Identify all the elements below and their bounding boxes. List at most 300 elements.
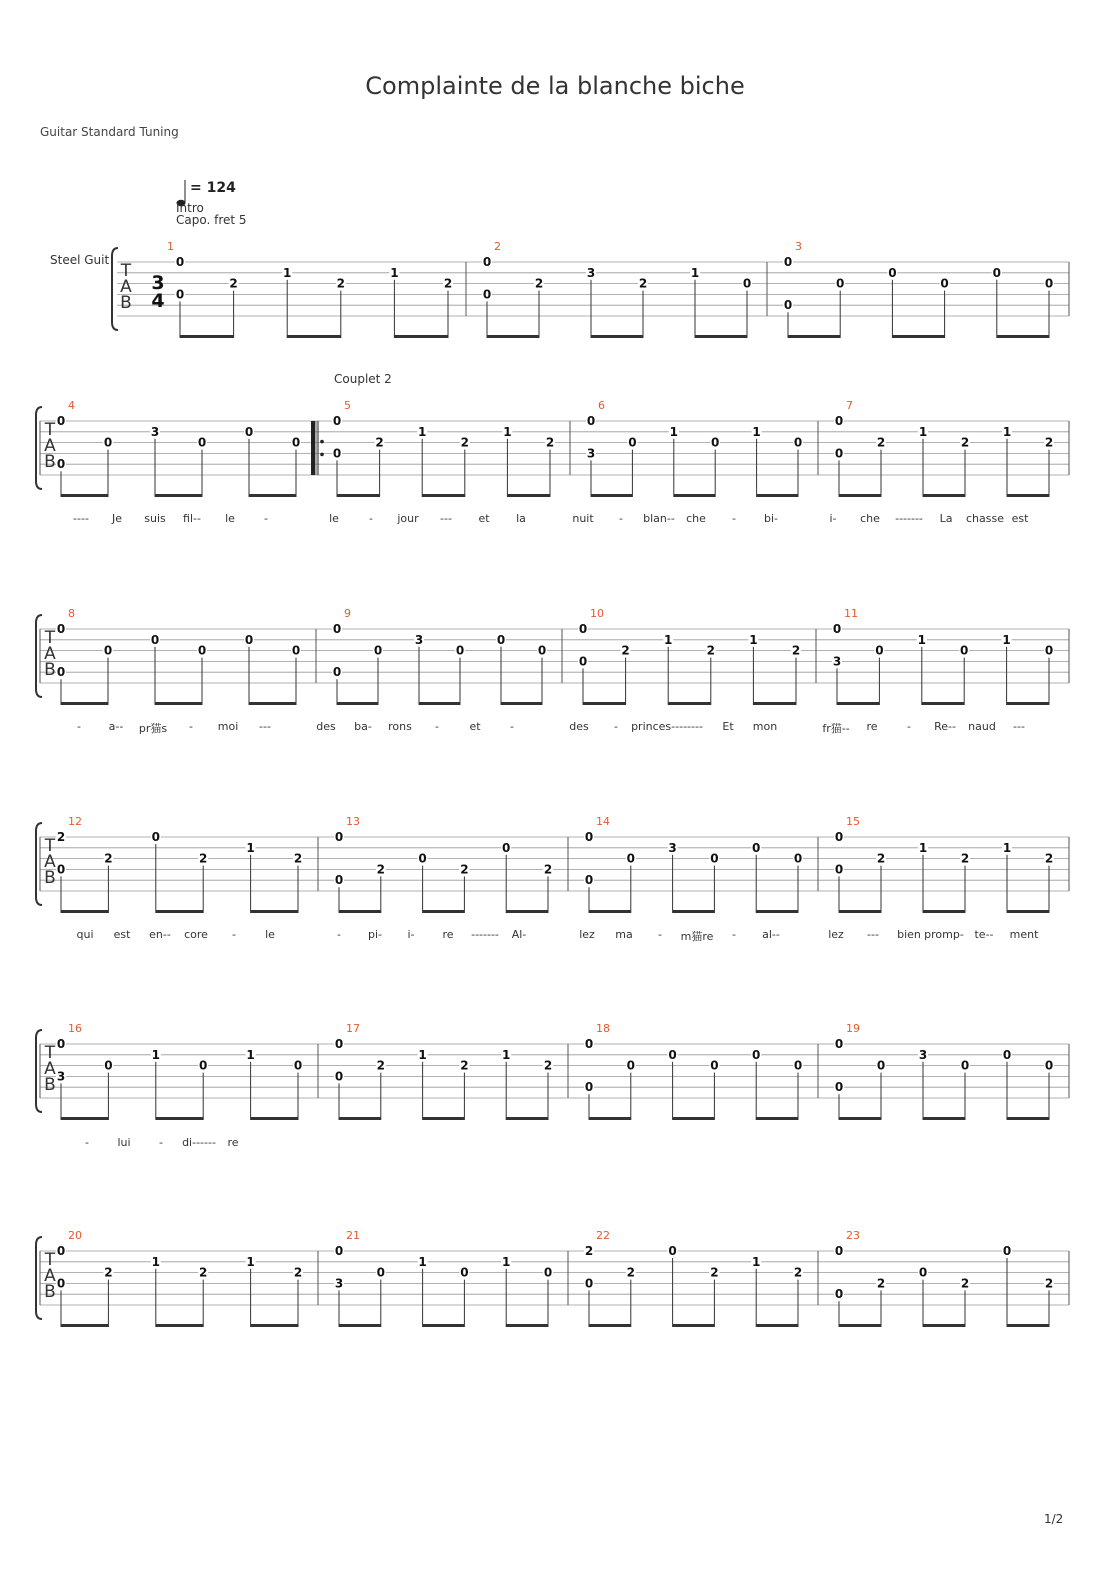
- lyric-syllable: le: [329, 512, 339, 525]
- fret-number: 2: [545, 435, 555, 450]
- beam: [287, 335, 341, 338]
- lyric-syllable: re: [227, 1136, 239, 1149]
- lyric-syllable: lui: [117, 1136, 131, 1149]
- lyric-syllable: -------: [895, 512, 923, 525]
- lyric-syllable: suis: [144, 512, 166, 525]
- beam: [506, 1117, 548, 1120]
- beam: [589, 1117, 631, 1120]
- fret-number: 2: [336, 276, 345, 291]
- lyric-syllable: lez: [828, 928, 844, 941]
- lyric-syllable: est: [1011, 512, 1029, 525]
- measure-number: 20: [68, 1229, 82, 1242]
- fret-number: 2: [56, 830, 66, 844]
- lyric-syllable: -: [732, 928, 736, 941]
- fret-number: 0: [334, 830, 344, 844]
- lyric-syllable: i-: [829, 512, 837, 525]
- fret-number: 2: [460, 862, 469, 877]
- lyric-syllable: -: [658, 928, 662, 941]
- beam: [839, 1117, 881, 1120]
- fret-number: 1: [502, 1254, 511, 1269]
- fret-number: 0: [244, 632, 254, 647]
- lyric-syllable: ment: [1009, 928, 1039, 941]
- lyric-syllable: bien: [897, 928, 921, 941]
- fret-number: 0: [752, 840, 761, 855]
- fret-number: 2: [104, 851, 113, 866]
- fret-number: 0: [103, 435, 113, 450]
- fret-number: 0: [793, 851, 803, 866]
- lyric-syllable: princes--------: [631, 720, 703, 733]
- fret-number: 0: [834, 1244, 844, 1258]
- fret-number: 0: [56, 457, 66, 472]
- fret-number: 3: [334, 1276, 344, 1291]
- lyric-syllable: le: [225, 512, 235, 525]
- fret-number: 2: [375, 435, 384, 450]
- beam: [591, 494, 632, 497]
- fret-number: 1: [390, 265, 399, 280]
- fret-number: 0: [876, 1058, 886, 1073]
- fret-number: 2: [293, 851, 303, 866]
- fret-number: 1: [418, 1047, 427, 1062]
- beam: [251, 910, 298, 913]
- fret-number: 1: [246, 1254, 255, 1269]
- lyric-syllable: ---: [1013, 720, 1025, 733]
- fret-number: 0: [332, 446, 342, 461]
- fret-number: 0: [197, 643, 207, 658]
- measure-number: 8: [68, 607, 75, 620]
- tab-clef-letter: A: [120, 277, 132, 297]
- lyric-syllable: bi-: [763, 512, 779, 525]
- fret-number: 1: [749, 632, 758, 647]
- lyric-syllable: le: [265, 928, 275, 941]
- beam: [1007, 1324, 1049, 1327]
- lyric-syllable: ---: [867, 928, 879, 941]
- beam: [839, 1324, 881, 1327]
- fret-number: 0: [56, 622, 66, 636]
- fret-number: 0: [1044, 643, 1054, 658]
- fret-number: 0: [150, 632, 160, 647]
- beam: [756, 1117, 798, 1120]
- lyric-syllable: ma: [615, 928, 633, 941]
- beam: [591, 335, 643, 338]
- tab-clef-letter: B: [44, 1075, 56, 1095]
- fret-number: 3: [918, 1047, 928, 1062]
- tab-clef-letter: T: [44, 836, 56, 856]
- fret-number: 0: [334, 1037, 344, 1051]
- fret-number: 2: [293, 1265, 303, 1280]
- fret-number: 1: [283, 265, 292, 280]
- fret-number: 0: [332, 622, 342, 636]
- lyric-syllable: -: [510, 720, 514, 733]
- beam: [673, 1324, 715, 1327]
- fret-number: 2: [1044, 435, 1054, 450]
- fret-number: 0: [834, 1080, 844, 1095]
- beam: [155, 702, 202, 705]
- tab-clef-letter: A: [44, 644, 56, 664]
- fret-number: 0: [334, 873, 344, 888]
- beam: [839, 494, 881, 497]
- fret-number: 2: [710, 1265, 719, 1280]
- tab-clef-letter: A: [44, 1059, 56, 1079]
- tab-clef-letter: T: [44, 1250, 56, 1270]
- fret-number: 0: [244, 424, 254, 439]
- fret-number: 0: [918, 1265, 928, 1280]
- fret-number: 0: [626, 851, 635, 866]
- lyric-syllable: Je: [111, 512, 123, 525]
- fret-number: 0: [56, 665, 66, 680]
- beam: [61, 494, 108, 497]
- fret-number: 0: [460, 1265, 469, 1280]
- fret-number: 2: [376, 862, 385, 877]
- beam: [1007, 910, 1049, 913]
- fret-number: 2: [876, 851, 886, 866]
- tab-clef-letter: B: [44, 1282, 56, 1302]
- measure-number: 19: [846, 1022, 860, 1035]
- lyric-syllable: -: [189, 720, 193, 733]
- beam: [506, 1324, 548, 1327]
- lyric-syllable: -: [264, 512, 268, 525]
- section-label-couplet: Couplet 2: [334, 372, 392, 386]
- lyric-syllable: pi-: [367, 928, 383, 941]
- fret-number: 2: [638, 276, 648, 291]
- fret-number: 0: [56, 1276, 66, 1291]
- fret-number: 0: [875, 643, 884, 658]
- lyric-syllable: lez: [579, 928, 595, 941]
- lyric-syllable: Re--: [934, 720, 956, 733]
- beam: [156, 1117, 203, 1120]
- beam: [997, 335, 1049, 338]
- beam: [756, 910, 798, 913]
- lyric-syllable: ba-: [354, 720, 372, 733]
- beam: [506, 910, 548, 913]
- beam: [668, 702, 711, 705]
- fret-number: 0: [175, 255, 185, 269]
- fret-number: 2: [791, 643, 801, 658]
- fret-number: 0: [960, 1058, 970, 1073]
- beam: [757, 494, 798, 497]
- fret-number: 2: [960, 435, 970, 450]
- staff-bracket: [36, 1030, 42, 1112]
- tab-clef-letter: B: [120, 293, 132, 313]
- fret-number: 0: [834, 1287, 844, 1302]
- fret-number: 0: [293, 1058, 303, 1073]
- fret-number: 0: [888, 265, 897, 280]
- lyric-syllable: m猫re: [680, 930, 714, 943]
- beam: [61, 1117, 108, 1120]
- fret-number: 2: [199, 851, 208, 866]
- beam: [249, 702, 296, 705]
- lyric-syllable: la: [516, 512, 526, 525]
- fret-number: 2: [626, 1265, 635, 1280]
- fret-number: 3: [586, 265, 596, 280]
- lyric-syllable: i-: [407, 928, 415, 941]
- fret-number: 2: [876, 435, 886, 450]
- fret-number: 0: [175, 287, 185, 302]
- fret-number: 0: [783, 255, 793, 269]
- repeat-dot: [320, 440, 324, 444]
- lyric-syllable: pr猫s: [138, 722, 168, 735]
- fret-number: 0: [482, 255, 492, 269]
- fret-number: 0: [626, 1058, 635, 1073]
- fret-number: 0: [668, 1244, 677, 1258]
- lyric-syllable: Al-: [511, 928, 527, 941]
- tab-clef-letter: T: [44, 420, 56, 440]
- beam: [61, 910, 108, 913]
- fret-number: 1: [246, 1047, 255, 1062]
- fret-number: 2: [543, 862, 553, 877]
- fret-number: 0: [104, 1058, 113, 1073]
- page-number: 1/2: [1044, 1512, 1064, 1526]
- beam: [674, 494, 715, 497]
- beam: [673, 910, 715, 913]
- tab-clef-letter: T: [120, 261, 132, 281]
- measure-number: 18: [596, 1022, 610, 1035]
- fret-number: 0: [103, 643, 113, 658]
- tempo-value: = 124: [190, 180, 236, 196]
- fret-number: 0: [578, 654, 588, 669]
- lyric-syllable: est: [113, 928, 131, 941]
- beam: [788, 335, 840, 338]
- capo-label: Capo. fret 5: [176, 213, 247, 227]
- lyric-syllable: -: [369, 512, 373, 525]
- fret-number: 2: [534, 276, 544, 291]
- lyric-syllable: moi: [217, 720, 239, 733]
- fret-number: 0: [332, 665, 342, 680]
- fret-number: 2: [199, 1265, 208, 1280]
- fret-number: 0: [578, 622, 588, 636]
- lyric-syllable: qui: [76, 928, 94, 941]
- beam: [1007, 494, 1049, 497]
- fret-number: 0: [793, 1058, 803, 1073]
- staff-bracket: [36, 823, 42, 905]
- beam: [61, 1324, 108, 1327]
- fret-number: 0: [537, 643, 547, 658]
- fret-number: 3: [832, 654, 842, 669]
- fret-number: 0: [586, 414, 596, 428]
- fret-number: 1: [418, 424, 427, 439]
- fret-number: 0: [793, 435, 803, 450]
- fret-number: 0: [1044, 276, 1054, 291]
- lyric-syllable: -: [435, 720, 439, 733]
- tab-clef-letter: A: [44, 852, 56, 872]
- fret-number: 0: [668, 1047, 677, 1062]
- lyric-syllable: naud: [968, 720, 996, 733]
- measure-number: 12: [68, 815, 82, 828]
- fret-number: 0: [832, 622, 842, 636]
- fret-number: 0: [710, 851, 719, 866]
- lyric-syllable: te--: [974, 928, 994, 941]
- lyric-syllable: fr猫--: [822, 722, 850, 735]
- lyric-syllable: La: [939, 512, 953, 525]
- beam: [339, 910, 381, 913]
- staff-bracket: [36, 615, 42, 697]
- lyric-syllable: -: [337, 928, 341, 941]
- lyric-syllable: -: [614, 720, 618, 733]
- measure-number: 14: [596, 815, 610, 828]
- measure-number: 23: [846, 1229, 860, 1242]
- lyric-syllable: che: [686, 512, 706, 525]
- fret-number: 2: [793, 1265, 803, 1280]
- lyric-syllable: -: [77, 720, 81, 733]
- lyric-syllable: a--: [108, 720, 124, 733]
- time-signature-bottom: 4: [151, 290, 165, 312]
- fret-number: 0: [584, 1037, 594, 1051]
- beam: [589, 1324, 631, 1327]
- lyric-syllable: nuit: [572, 512, 594, 525]
- fret-number: 2: [706, 643, 715, 658]
- lyric-syllable: jour: [397, 512, 419, 525]
- fret-number: 2: [460, 1058, 469, 1073]
- lyric-syllable: -: [85, 1136, 89, 1149]
- fret-number: 2: [1044, 1276, 1054, 1291]
- staff-bracket: [36, 407, 42, 489]
- lyric-syllable: -: [232, 928, 236, 941]
- fret-number: 1: [669, 424, 678, 439]
- tab-clef-letter: T: [44, 628, 56, 648]
- lyric-syllable: ----: [73, 512, 89, 525]
- fret-number: 0: [628, 435, 637, 450]
- beam: [753, 702, 796, 705]
- fret-number: 1: [503, 424, 512, 439]
- tab-clef-letter: T: [44, 1043, 56, 1063]
- fret-number: 0: [584, 1080, 594, 1095]
- fret-number: 0: [332, 414, 342, 428]
- fret-number: 3: [668, 840, 677, 855]
- beam: [839, 910, 881, 913]
- fret-number: 2: [960, 851, 970, 866]
- measure-number: 9: [344, 607, 351, 620]
- measure-number: 17: [346, 1022, 360, 1035]
- fret-number: 0: [373, 643, 383, 658]
- fret-number: 2: [443, 276, 453, 291]
- measure-number: 2: [494, 240, 501, 253]
- tuning-label: Guitar Standard Tuning: [40, 125, 179, 139]
- measure-number: 11: [844, 607, 858, 620]
- lyric-syllable: core: [184, 928, 208, 941]
- beam: [837, 702, 879, 705]
- fret-number: 1: [1002, 840, 1012, 855]
- fret-number: 0: [496, 632, 506, 647]
- lyric-syllable: en--: [149, 928, 171, 941]
- fret-number: 0: [940, 276, 949, 291]
- fret-number: 0: [584, 1276, 594, 1291]
- fret-number: 0: [56, 1244, 66, 1258]
- fret-number: 2: [376, 1058, 385, 1073]
- measure-number: 1: [167, 240, 174, 253]
- lyric-syllable: et: [478, 512, 490, 525]
- lyric-syllable: blan--: [643, 512, 675, 525]
- lyric-syllable: fil--: [183, 512, 201, 525]
- beam: [251, 1324, 298, 1327]
- fret-number: 0: [1044, 1058, 1054, 1073]
- lyric-syllable: chasse: [966, 512, 1004, 525]
- tab-clef-letter: A: [44, 1266, 56, 1286]
- fret-number: 2: [1044, 851, 1054, 866]
- fret-number: 0: [56, 1037, 66, 1051]
- beam: [892, 335, 944, 338]
- lyric-syllable: -------: [471, 928, 499, 941]
- fret-number: 0: [834, 414, 844, 428]
- time-signature-top: 3: [151, 272, 165, 294]
- lyric-syllable: -: [907, 720, 911, 733]
- repeat-dot: [320, 453, 324, 457]
- beam: [339, 1117, 381, 1120]
- beam: [394, 335, 448, 338]
- fret-number: 0: [199, 1058, 208, 1073]
- fret-number: 0: [56, 862, 66, 877]
- lyric-syllable: ---: [440, 512, 452, 525]
- fret-number: 0: [197, 435, 207, 450]
- beam: [251, 1117, 298, 1120]
- fret-number: 2: [543, 1058, 553, 1073]
- fret-number: 0: [502, 840, 511, 855]
- beam: [923, 1117, 965, 1120]
- measure-number: 22: [596, 1229, 610, 1242]
- measure-number: 6: [598, 399, 605, 412]
- fret-number: 0: [834, 830, 844, 844]
- fret-number: 0: [418, 851, 427, 866]
- fret-number: 1: [1002, 632, 1011, 647]
- beam: [922, 702, 964, 705]
- beam: [337, 494, 380, 497]
- fret-number: 0: [960, 643, 969, 658]
- beam: [695, 335, 747, 338]
- section-label-intro: Intro: [176, 201, 204, 215]
- lyric-syllable: promp-: [924, 928, 964, 941]
- beam: [487, 335, 539, 338]
- fret-number: 0: [992, 265, 1001, 280]
- tab-clef-letter: B: [44, 868, 56, 888]
- fret-number: 1: [752, 1254, 761, 1269]
- fret-number: 0: [1002, 1047, 1012, 1062]
- fret-number: 1: [418, 1254, 427, 1269]
- fret-number: 2: [584, 1244, 594, 1258]
- beam: [423, 1117, 465, 1120]
- lyric-syllable: des: [569, 720, 589, 733]
- fret-number: 1: [502, 1047, 511, 1062]
- fret-number: 1: [918, 840, 928, 855]
- lyric-syllable: che: [860, 512, 880, 525]
- fret-number: 0: [56, 414, 66, 428]
- beam: [156, 910, 203, 913]
- measure-number: 21: [346, 1229, 360, 1242]
- fret-number: 1: [246, 840, 255, 855]
- fret-number: 2: [876, 1276, 886, 1291]
- fret-number: 0: [834, 862, 844, 877]
- measure-number: 15: [846, 815, 860, 828]
- tab-clef-letter: B: [44, 660, 56, 680]
- beam: [180, 335, 234, 338]
- fret-number: 2: [229, 276, 238, 291]
- lyric-syllable: Et: [722, 720, 734, 733]
- beam: [583, 702, 626, 705]
- fret-number: 0: [742, 276, 752, 291]
- lyric-syllable: rons: [388, 720, 412, 733]
- fret-number: 0: [1002, 1244, 1012, 1258]
- beam: [501, 702, 542, 705]
- lyric-syllable: ---: [259, 720, 271, 733]
- fret-number: 0: [455, 643, 465, 658]
- fret-number: 1: [1002, 424, 1012, 439]
- fret-number: 2: [621, 643, 630, 658]
- fret-number: 0: [334, 1244, 344, 1258]
- repeat-start-thick-bar: [311, 421, 315, 475]
- fret-number: 0: [710, 1058, 719, 1073]
- fret-number: 0: [584, 873, 594, 888]
- beam: [507, 494, 550, 497]
- measure-number: 5: [344, 399, 351, 412]
- beam: [422, 494, 465, 497]
- beam: [423, 1324, 465, 1327]
